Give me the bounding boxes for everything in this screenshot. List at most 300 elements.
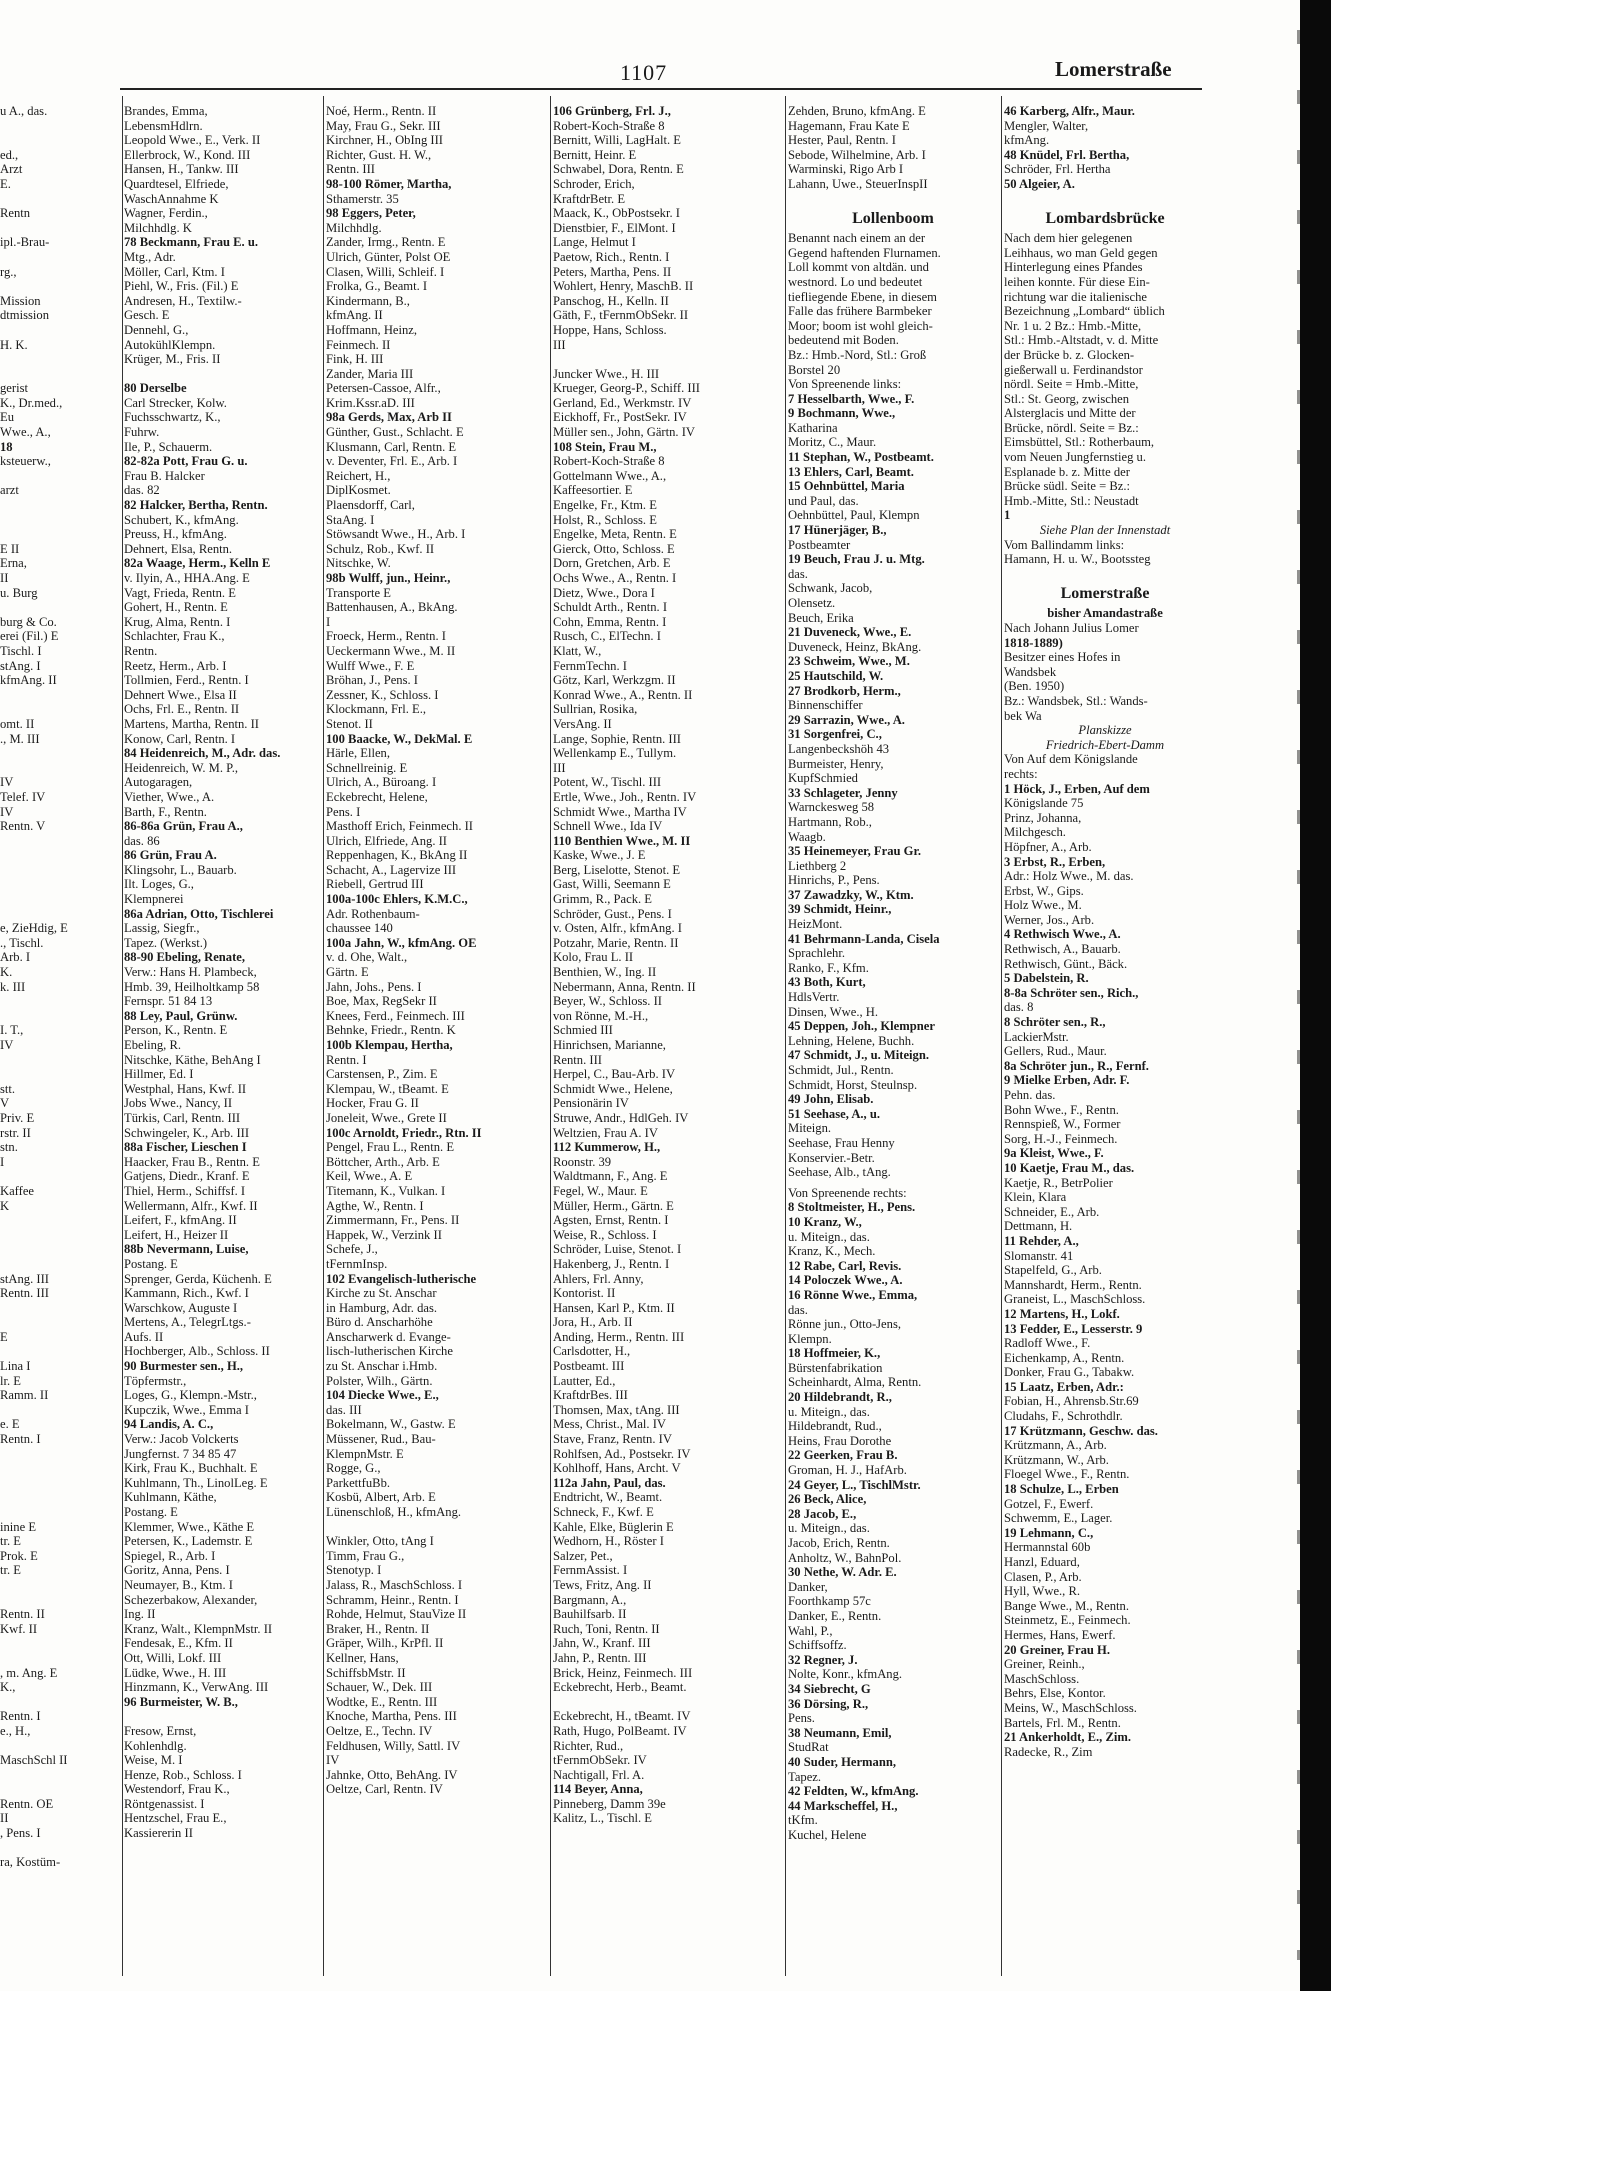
directory-line: Rohde, Helmut, StauVize II <box>326 1607 467 1622</box>
directory-line: Erna, <box>0 556 27 571</box>
directory-line: Jacob, Erich, Rentn. <box>788 1536 890 1550</box>
directory-line: Herpel, C., Bau-Arb. IV <box>553 1067 676 1082</box>
directory-line: 36 Dörsing, R., <box>788 1696 869 1711</box>
directory-line: Friedrich-Ebert-Damm <box>1045 737 1165 752</box>
directory-line: Petersen, K., Lademstr. E <box>124 1534 253 1549</box>
directory-line: Rennspieß, W., Former <box>1004 1117 1121 1132</box>
directory-line: der Brücke b. z. Glocken- <box>1004 347 1135 362</box>
directory-line: 8 Stoltmeister, H., Pens. <box>788 1200 916 1215</box>
directory-line: k. III <box>0 979 26 994</box>
directory-line: 35 Heinemeyer, Frau Gr. <box>788 844 922 859</box>
directory-line: Kuhlmann, Th., LinolLeg. E <box>124 1475 268 1490</box>
directory-line: Dettmann, H. <box>1004 1219 1073 1234</box>
directory-line <box>0 688 120 703</box>
directory-line: Richter, Rud., <box>553 1738 624 1753</box>
directory-line: 24 Geyer, L., TischlMstr. <box>788 1477 921 1492</box>
directory-line: IV <box>0 1038 14 1052</box>
directory-line <box>0 1461 120 1476</box>
directory-line <box>0 1301 120 1316</box>
directory-line: 45 Deppen, Joh., Klempner <box>788 1019 935 1034</box>
directory-line: Tollmien, Ferd., Rentn. I <box>124 673 249 688</box>
directory-line: Rogge, G., <box>326 1461 381 1476</box>
directory-line: Donker, Frau G., Tabakw. <box>1004 1365 1135 1380</box>
directory-line: Feldhusen, Willy, Sattl. IV <box>326 1738 461 1753</box>
directory-line: Dennehl, G., <box>124 322 189 337</box>
directory-line: 100a Jahn, W., kfmAng. OE <box>326 935 477 950</box>
directory-line: Hagemann, Frau Kate E <box>788 118 910 133</box>
directory-line: und Paul, das. <box>788 493 859 508</box>
directory-line: Von Spreenende links: <box>788 377 902 392</box>
directory-line: Westendorf, Frau K., <box>124 1782 230 1797</box>
directory-line: 22 Geerken, Frau B. <box>788 1448 898 1463</box>
directory-line: E. <box>0 176 11 191</box>
directory-line: Fink, H. III <box>326 352 384 367</box>
directory-line: v. Osten, Alfr., kfmAng. I <box>553 921 682 936</box>
directory-line: Westphal, Hans, Kwf. II <box>124 1081 247 1096</box>
directory-line: Oehnbüttel, Paul, Klempn <box>788 508 920 523</box>
directory-line <box>0 1768 120 1783</box>
directory-line: Wandsbek <box>1004 664 1057 679</box>
directory-line: Wwe., A., <box>0 425 51 440</box>
directory-line: Danker, <box>788 1579 828 1594</box>
directory-line: Winkler, Otto, tAng I <box>326 1534 434 1549</box>
directory-line <box>0 119 120 134</box>
directory-line <box>0 1636 120 1651</box>
directory-line: rechts: <box>1004 766 1038 781</box>
directory-line: Milchhdlg. <box>326 220 382 235</box>
directory-line: Nebermann, Anna, Rentn. II <box>553 979 696 994</box>
directory-line: IV <box>326 1753 340 1768</box>
directory-line <box>0 1651 120 1666</box>
directory-line <box>0 994 120 1009</box>
directory-line: Klempau, W., tBeamt. E <box>326 1081 449 1096</box>
directory-line <box>0 469 120 484</box>
directory-line <box>0 221 120 236</box>
directory-line: Jahn, P., Rentn. III <box>553 1650 647 1665</box>
directory-line: ., M. III <box>0 731 40 746</box>
directory-line: Schefe, J., <box>326 1242 378 1257</box>
directory-line: das. III <box>326 1402 362 1417</box>
directory-line: Gärtn. E <box>326 965 369 980</box>
directory-line: Paetow, Rich., Rentn. I <box>553 249 670 264</box>
directory-line: tKfm. <box>788 1813 818 1828</box>
directory-line: Ulrich, Elfriede, Ang. II <box>326 833 447 848</box>
directory-line: 3 Erbst, R., Erben, <box>1004 854 1106 869</box>
directory-line: Adr. Rothenbaum- <box>326 906 420 921</box>
text-column-0 <box>0 104 120 1870</box>
directory-line: 8-8a Schröter sen., Rich., <box>1004 985 1139 1000</box>
directory-line: Richter, Gust. H. W., <box>326 147 432 162</box>
directory-line: Gerland, Ed., Werkmstr. IV <box>553 395 692 410</box>
directory-line: gerist <box>0 381 28 396</box>
directory-line: Pengel, Frau L., Rentn. E <box>326 1140 455 1155</box>
directory-line: 100c Arnoldt, Friedr., Rtn. II <box>326 1125 482 1140</box>
column-divider <box>785 96 786 1976</box>
directory-line: Nachtigall, Frl. A. <box>553 1767 645 1782</box>
directory-line: Holst, R., Schloss. E <box>553 512 657 527</box>
directory-line: Grimm, R., Pack. E <box>553 892 652 907</box>
directory-line: Ott, Willi, Lokf. III <box>124 1650 222 1665</box>
directory-line: Seehase, Alb., tAng. <box>788 1165 891 1180</box>
directory-line: 39 Schmidt, Heinr., <box>788 902 892 917</box>
directory-line <box>0 1067 120 1082</box>
directory-line: Oeltze, Carl, Rentn. IV <box>326 1782 443 1797</box>
directory-line: Stenot. II <box>326 716 373 731</box>
directory-line: Noé, Herm., Rentn. II <box>326 104 437 118</box>
directory-line: Leifert, H., Heizer II <box>124 1227 229 1242</box>
directory-line: Steinmetz, E., Feinmech. <box>1004 1613 1131 1628</box>
directory-line: Jora, H., Arb. II <box>553 1315 633 1330</box>
directory-line: Kirchner, H., ObIng III <box>326 133 443 148</box>
directory-line: Hinzmann, K., VerwAng. III <box>124 1680 269 1695</box>
directory-line: LebensmHdlrn. <box>124 118 203 133</box>
directory-line: Radloff Wwe., F. <box>1004 1336 1091 1351</box>
directory-line: 100b Klempau, Hertha, <box>326 1038 453 1052</box>
directory-line: Viether, Wwe., A. <box>124 789 215 804</box>
directory-line: 27 Brodkorb, Herm., <box>788 683 901 698</box>
directory-line: 88a Fischer, Lieschen I <box>124 1140 247 1155</box>
directory-line: 18 Schulze, L., Erben <box>1004 1482 1119 1497</box>
directory-line: Floegel Wwe., F., Rentn. <box>1004 1467 1130 1482</box>
directory-line: Endtricht, W., Beamt. <box>553 1490 663 1505</box>
directory-line: Hmb. 39, Heilholtkamp 58 <box>124 979 260 994</box>
directory-line: Fendesak, E., Kfm. II <box>124 1636 233 1651</box>
directory-line: Wedhorn, H., Röster I <box>553 1534 664 1549</box>
directory-line: , m. Ang. E <box>0 1665 58 1680</box>
directory-line: Nach Johann Julius Lomer <box>1004 621 1139 635</box>
directory-line: Roonstr. 39 <box>553 1154 612 1169</box>
directory-line: K <box>0 1198 10 1213</box>
directory-line: Timm, Frau G., <box>326 1548 405 1563</box>
directory-line: Hillmer, Ed. I <box>124 1067 194 1082</box>
directory-line: Klingsohr, L., Bauarb. <box>124 862 237 877</box>
blank-margin-bottom <box>0 1991 1600 2177</box>
directory-line: Kammann, Rich., Kwf. I <box>124 1286 249 1301</box>
directory-line: Polster, Wilh., Gärtn. <box>326 1373 433 1388</box>
directory-line: Ochs Wwe., A., Rentn. I <box>553 571 677 585</box>
directory-line: 48 Knüdel, Frl. Bertha, <box>1004 147 1130 162</box>
directory-line: Martens, Martha, Rentn. II <box>124 716 259 731</box>
directory-line: in Hamburg, Adr. das. <box>326 1300 438 1315</box>
directory-line: bek Wa <box>1004 708 1042 723</box>
directory-line: erei (Fil.) E <box>0 629 59 644</box>
directory-line: Zimmermann, Fr., Pens. II <box>326 1213 460 1228</box>
directory-line: arzt <box>0 483 19 498</box>
directory-line: Schroder, Erich, <box>553 176 635 191</box>
directory-line: Sebode, Wilhelmine, Arb. I <box>788 147 926 162</box>
directory-line: , Pens. I <box>0 1826 41 1841</box>
directory-line: Tews, Fritz, Ang. II <box>553 1577 652 1592</box>
directory-line: Jobs Wwe., Nancy, II <box>124 1096 233 1111</box>
directory-line: Schnellreinig. E <box>326 760 408 775</box>
directory-line: Boe, Max, RegSekr II <box>326 994 437 1009</box>
directory-line: Krüger, M., Fris. II <box>124 352 221 367</box>
directory-line: Dinsen, Wwe., H. <box>788 1004 879 1019</box>
directory-line: Feinmech. II <box>326 337 391 352</box>
directory-line: Zander, Irmg., Rentn. E <box>326 235 446 250</box>
directory-line: Klatt, W., <box>553 643 602 658</box>
directory-line: Rethwisch, A., Bauarb. <box>1004 942 1121 957</box>
directory-line: Postang. E <box>124 1505 178 1519</box>
directory-line: Eickhoff, Fr., PostSekr. IV <box>553 410 687 425</box>
column-divider <box>122 96 123 1976</box>
directory-line: 20 Greiner, Frau H. <box>1004 1642 1110 1657</box>
directory-line: Burmeister, Henry, <box>788 756 884 771</box>
directory-line: das. <box>788 566 808 581</box>
directory-line: Hester, Paul, Rentn. I <box>788 133 896 148</box>
directory-line: Gegend haftenden Flurnamen. <box>788 245 941 260</box>
directory-line: Krützmann, A., Arb. <box>1004 1438 1107 1453</box>
directory-line: Schulz, Rob., Kwf. II <box>326 541 435 556</box>
directory-line: Hamann, H. u. W., Bootssteg <box>1004 552 1151 567</box>
directory-line <box>0 877 120 892</box>
directory-line: Carl Strecker, Kolw. <box>124 395 227 410</box>
directory-line: Pehn. das. <box>1004 1088 1056 1102</box>
directory-line: Potzahr, Marie, Rentn. II <box>553 935 679 950</box>
directory-line: 20 Hildebrandt, R., <box>788 1390 892 1405</box>
directory-line: Dorn, Gretchen, Arb. E <box>553 556 671 571</box>
directory-line: Rentn. I <box>0 1709 41 1724</box>
directory-line: I <box>326 614 331 629</box>
directory-line: Bz.: Hmb.-Nord, Stl.: Groß <box>788 347 927 362</box>
directory-line <box>0 513 120 528</box>
directory-line: 15 Laatz, Erben, Adr.: <box>1004 1379 1124 1394</box>
directory-line: Besitzer eines Hofes in <box>1004 650 1121 665</box>
directory-line: Werner, Jos., Arb. <box>1004 912 1095 927</box>
directory-line: richtung war die italienische <box>1004 289 1148 304</box>
directory-line: Robert-Koch-Straße 8 <box>553 454 665 469</box>
directory-line: Fuchsschwartz, K., <box>124 410 221 425</box>
directory-line: bisher Amandastraße <box>1047 606 1163 621</box>
directory-line: Agsten, Ernst, Rentn. I <box>553 1213 669 1228</box>
directory-line: Nolte, Konr., kfmAng. <box>788 1667 903 1682</box>
directory-line: Engelke, Meta, Rentn. E <box>553 527 677 542</box>
directory-line: Binnenschiffer <box>788 698 863 713</box>
directory-line: Autogaragen, <box>124 775 193 790</box>
header-rule <box>120 88 1202 90</box>
directory-line: Schmidt, Jul., Rentn. <box>788 1063 894 1077</box>
directory-line: Kirche zu St. Anschar <box>326 1286 437 1301</box>
directory-line: Waldtmann, F., Ang. E <box>553 1169 668 1184</box>
directory-line: Schnell Wwe., Ida IV <box>553 819 663 834</box>
directory-line: Greiner, Reinh., <box>1004 1657 1085 1672</box>
directory-line <box>326 1520 548 1535</box>
directory-line: 46 Karberg, Alfr., Maur. <box>1004 104 1135 118</box>
directory-line: Hyll, Wwe., R. <box>1004 1584 1081 1599</box>
directory-line: 110 Benthien Wwe., M. II <box>553 833 691 848</box>
directory-line: E II <box>0 541 20 556</box>
directory-line: stAng. I <box>0 658 41 673</box>
directory-line: Piehl, W., Fris. (Fil.) E <box>124 279 239 294</box>
directory-line <box>0 761 120 776</box>
directory-line: 18 Hoffmeier, K., <box>788 1346 881 1361</box>
directory-line: Ile, P., Schauerm. <box>124 439 213 454</box>
directory-line: Wodtke, E., Rentn. III <box>326 1694 438 1709</box>
directory-line: 98a Gerds, Max, Arb II <box>326 410 452 425</box>
directory-line: e. E <box>0 1417 20 1432</box>
directory-line: HdlsVertr. <box>788 990 840 1005</box>
directory-line: May, Frau G., Sekr. III <box>326 118 441 133</box>
directory-line: MaschSchl II <box>0 1753 68 1768</box>
directory-line: 82 Halcker, Bertha, Rentn. <box>124 498 268 513</box>
directory-line: Reppenhagen, K., BkAng II <box>326 848 468 863</box>
directory-line: Schmidt, Horst, Steulnsp. <box>788 1077 918 1092</box>
text-column-4 <box>788 104 998 1842</box>
directory-line: Cohn, Emma, Rentn. I <box>553 614 667 629</box>
directory-line: Borstel 20 <box>788 362 841 377</box>
directory-line: Kuhlmann, Käthe, <box>124 1490 217 1505</box>
directory-line: Foorthkamp 57c <box>788 1594 871 1609</box>
directory-line: Frolka, G., Beamt. I <box>326 279 428 294</box>
directory-line: stAng. III <box>0 1271 49 1286</box>
directory-line: IV <box>0 804 14 819</box>
directory-line: das. <box>788 1302 808 1317</box>
directory-line: V <box>0 1096 10 1111</box>
directory-line: Schröder, Frl. Hertha <box>1004 162 1111 177</box>
directory-line: StaAng. I <box>326 512 375 527</box>
directory-line <box>1004 192 1206 207</box>
directory-line: Katharina <box>788 420 838 435</box>
directory-line: Stapelfeld, G., Arb. <box>1004 1263 1102 1278</box>
directory-line: Brücke südl. Seite = Bz.: <box>1004 479 1131 494</box>
directory-line: Milchgesch. <box>1004 825 1066 840</box>
directory-line: 33 Schlageter, Jenny <box>788 785 898 800</box>
directory-line: Bartels, Frl. M., Rentn. <box>1004 1715 1121 1730</box>
directory-line <box>0 600 120 615</box>
directory-line: Schneider, E., Arb. <box>1004 1204 1100 1219</box>
directory-line: Berg, Liselotte, Stenot. E <box>553 862 681 877</box>
directory-line <box>0 1739 120 1754</box>
directory-line: Ing. II <box>124 1607 156 1622</box>
directory-line: K. <box>0 965 13 980</box>
directory-line: Mengler, Walter, <box>1004 118 1089 133</box>
directory-line: Ahlers, Frl. Anny, <box>553 1271 644 1286</box>
directory-line: Konrad Wwe., A., Rentn. II <box>553 687 693 702</box>
directory-line: 8 Schröter sen., R., <box>1004 1015 1106 1030</box>
directory-line: Dehnert, Elsa, Rentn. <box>124 541 233 556</box>
section-heading: Lombardsbrücke <box>1045 210 1165 228</box>
directory-line: Schwank, Jacob, <box>788 581 873 596</box>
directory-line: Braker, H., Rentn. II <box>326 1621 430 1636</box>
directory-line: Kaetje, R., BetrPolier <box>1004 1175 1113 1190</box>
directory-line: Warnckesweg 58 <box>788 800 875 815</box>
directory-line: 14 Poloczek Wwe., A. <box>788 1273 903 1288</box>
directory-line: 84 Heidenreich, M., Adr. das. <box>124 746 281 761</box>
directory-line: Verw.: Hans H. Plambeck, <box>124 965 257 980</box>
directory-line <box>0 1593 120 1608</box>
directory-line: tFernmInsp. <box>326 1256 388 1271</box>
directory-line <box>124 367 320 382</box>
directory-line: lr. E <box>0 1373 21 1388</box>
directory-line: Fernspr. 51 84 13 <box>124 994 213 1009</box>
directory-line: Sthamerstr. 35 <box>326 191 399 206</box>
directory-line: Ruch, Toni, Rentn. II <box>553 1621 660 1636</box>
directory-line: Kassiererin II <box>124 1826 193 1841</box>
directory-line: Möller, Carl, Ktm. I <box>124 264 225 279</box>
directory-line: Eimsbüttel, Stl.: Rotherbaum, <box>1004 435 1155 450</box>
directory-line: Miteign. <box>788 1121 832 1136</box>
directory-line: stt. <box>0 1081 16 1096</box>
directory-line: Nr. 1 u. 2 Bz.: Hmb.-Mitte, <box>1004 318 1142 333</box>
directory-line: Hmb.-Mitte, Stl.: Neustadt <box>1004 493 1139 508</box>
directory-line: Neumayer, B., Ktm. I <box>124 1577 233 1592</box>
directory-line: Götz, Karl, Werkzgm. II <box>553 673 676 688</box>
directory-line: u. Miteign., das. <box>788 1229 870 1244</box>
directory-line <box>0 1169 120 1184</box>
directory-line: Gierck, Otto, Schloss. E <box>553 541 675 556</box>
directory-line: Kuchel, Helene <box>788 1827 867 1842</box>
directory-line: 13 Ehlers, Carl, Beamt. <box>788 464 914 479</box>
directory-line: Leopold Wwe., E., Verk. II <box>124 133 261 148</box>
directory-line: Frau B. Halcker <box>124 468 205 483</box>
directory-line: 1 Höck, J., Erben, Auf dem <box>1004 781 1150 796</box>
directory-line: Stave, Franz, Rentn. IV <box>553 1432 672 1447</box>
directory-line: Ellerbrock, W., Kond. III <box>124 147 251 162</box>
directory-line: Titemann, K., Vulkan. I <box>326 1183 446 1198</box>
directory-line: u A., das. <box>0 104 48 118</box>
directory-line: Slomanstr. 41 <box>1004 1248 1074 1263</box>
directory-line: zu St. Anschar i.Hmb. <box>326 1359 438 1374</box>
directory-line: Panschog, H., Kelln. II <box>553 293 669 308</box>
directory-line: Agthe, W., Rentn. I <box>326 1198 424 1213</box>
directory-line: Lahann, Uwe., SteuerInspII <box>788 176 928 191</box>
directory-line <box>0 323 120 338</box>
directory-line: 21 Ankerholdt, E., Zim. <box>1004 1730 1132 1745</box>
directory-line: Weise, R., Schloss. I <box>553 1227 657 1242</box>
directory-line: Schmidt Wwe., Helene, <box>553 1081 673 1096</box>
directory-line: das. 82 <box>124 483 160 498</box>
directory-line: e, ZieHdig, E <box>0 921 68 936</box>
directory-line: 100a-100c Ehlers, K.M.C., <box>326 892 468 907</box>
directory-line: 37 Zawadzky, W., Ktm. <box>788 887 914 902</box>
directory-line: 19 Beuch, Frau J. u. Mtg. <box>788 552 925 567</box>
directory-line: Thiel, Herm., Schiffsf. I <box>124 1183 246 1198</box>
directory-line: Lassig, Siegfr., <box>124 921 200 936</box>
directory-line: Reetz, Herm., Arb. I <box>124 658 227 673</box>
directory-line: Goritz, Anna, Pens. I <box>124 1563 230 1578</box>
directory-line: 50 Algeier, A. <box>1004 176 1075 191</box>
directory-line: Hentzschel, Frau E., <box>124 1811 227 1826</box>
directory-line: Rohlfsen, Ad., Postsekr. IV <box>553 1446 691 1461</box>
directory-line: Struwe, Andr., HdlGeh. IV <box>553 1110 689 1125</box>
directory-line: Lünenschloß, H., kfmAng. <box>326 1505 462 1519</box>
directory-line: Henze, Rob., Schloss. I <box>124 1767 242 1782</box>
directory-line: Klockmann, Frl. E., <box>326 702 427 717</box>
directory-line: 88b Nevermann, Luise, <box>124 1242 249 1257</box>
directory-line: 98 Eggers, Peter, <box>326 206 416 221</box>
directory-line: 44 Markscheffel, H., <box>788 1798 898 1813</box>
directory-line: Haacker, Frau B., Rentn. E <box>124 1154 260 1169</box>
directory-line: Mess, Christ., Mal. IV <box>553 1417 666 1432</box>
directory-line: Ochs, Frl. E., Rentn. II <box>124 702 240 717</box>
directory-line: Schauer, W., Dek. III <box>326 1680 433 1695</box>
directory-line: Reichert, H., <box>326 468 391 483</box>
directory-line: Hanzl, Eduard, <box>1004 1555 1080 1569</box>
directory-line: Kalitz, L., Tischl. E <box>553 1811 653 1826</box>
directory-line: ipl.-Brau- <box>0 235 50 250</box>
directory-line: Schezerbakow, Alexander, <box>124 1592 258 1607</box>
directory-line: Bürstenfabrikation <box>788 1360 883 1375</box>
directory-line: Kwf. II <box>0 1621 38 1636</box>
directory-line: DiplKosmet. <box>326 483 391 498</box>
directory-line: Postbeamter <box>788 537 851 552</box>
directory-line: K., Dr.med., <box>0 395 63 410</box>
directory-line: Rentn. III <box>0 1286 49 1301</box>
directory-line: Eckebrecht, Helene, <box>326 789 428 804</box>
directory-line: Klein, Klara <box>1004 1190 1067 1205</box>
directory-line: Röntgenassist. I <box>124 1796 205 1811</box>
directory-line: tFernmObSekr. IV <box>553 1753 647 1768</box>
